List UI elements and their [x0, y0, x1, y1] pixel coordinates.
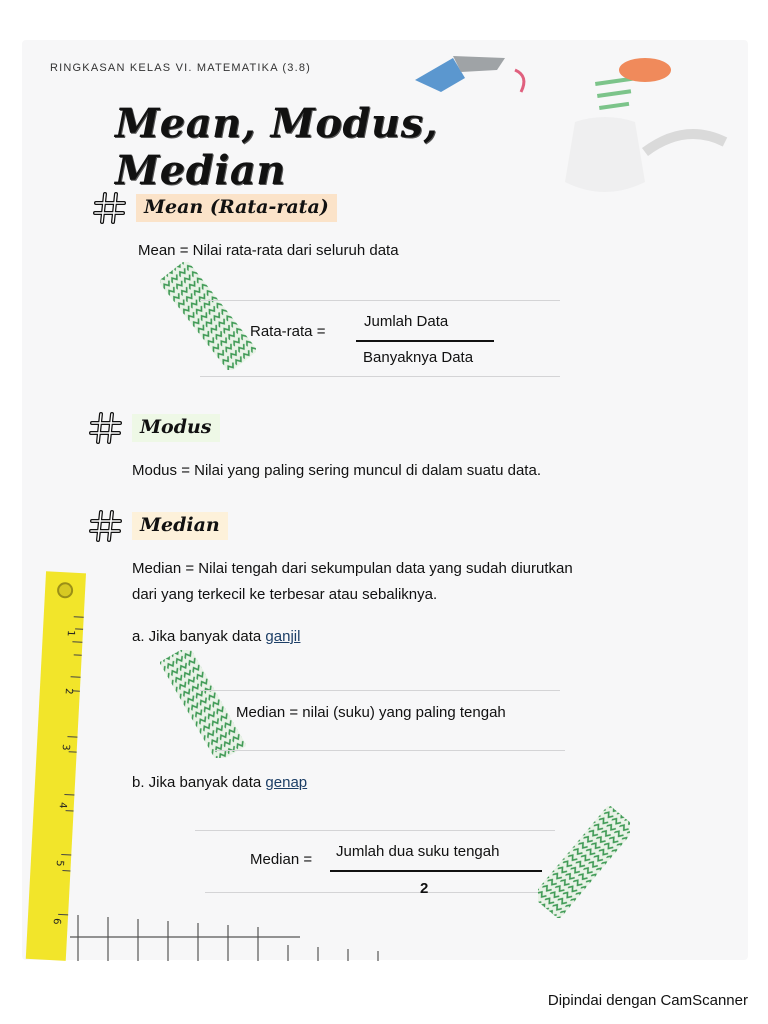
- ruler-number: 5: [53, 859, 65, 867]
- median-formula-even-denominator: 2: [420, 880, 429, 897]
- mean-definition: Mean = Nilai rata-rata dari seluruh data: [138, 242, 399, 259]
- camscanner-footer: Dipindai dengan CamScanner: [547, 992, 748, 1009]
- hashtag-icon: [88, 508, 124, 544]
- median-formula-even-lhs: Median =: [250, 851, 313, 868]
- mean-formula-denominator: Banyaknya Data: [363, 349, 474, 366]
- median-definition-line1: Median = Nilai tengah dari sekumpulan data yang sudah diurutkan: [132, 560, 573, 577]
- ruler-number: 4: [56, 801, 68, 809]
- guide-line: [200, 376, 560, 377]
- ruler-number: 1: [64, 629, 76, 637]
- median-formula-even-numerator: Jumlah dua suku tengah: [336, 843, 500, 860]
- mean-heading: [92, 190, 337, 226]
- mean-formula-lhs: Rata-rata =: [250, 323, 326, 340]
- ruler-number: 6: [50, 917, 62, 925]
- median-case-b: [132, 774, 307, 791]
- median-formula-odd: Median = nilai (suku) yang paling tengah: [236, 704, 506, 721]
- ruler-number: 2: [62, 687, 74, 695]
- mean-formula-numerator: Jumlah Data: [364, 313, 449, 330]
- mean-heading-label: Mean (Rata-rata): [136, 194, 337, 222]
- washi-tape-green: [160, 650, 246, 758]
- case-a-keyword: ganjil: [265, 628, 301, 645]
- modus-heading-label: Modus: [132, 414, 220, 442]
- median-definition-line2: dari yang terkecil ke terbesar atau sebaliknya.: [132, 586, 438, 603]
- ruler-decoration: [22, 566, 88, 962]
- page-title: Mean, Modus, Median: [115, 100, 439, 194]
- guide-line: [215, 750, 565, 751]
- median-case-a: [132, 628, 300, 645]
- washi-tape-green: [538, 806, 630, 918]
- guide-line: [205, 892, 555, 893]
- washi-tape-green: [160, 262, 256, 370]
- document-header: RINGKASAN KELAS VI. MATEMATIKA (3.8): [50, 62, 312, 74]
- median-heading: [88, 508, 228, 544]
- case-a-prefix: a. Jika banyak data: [132, 628, 266, 645]
- hashtag-icon: [88, 410, 124, 446]
- guide-line: [195, 830, 555, 831]
- median-heading-label: Median: [132, 512, 228, 540]
- ruler-number: 3: [59, 743, 71, 751]
- modus-definition: Modus = Nilai yang paling sering muncul di dalam suatu data.: [132, 462, 541, 479]
- fraction-bar: [330, 870, 542, 872]
- guide-line: [200, 690, 560, 691]
- guide-line: [200, 300, 560, 301]
- hashtag-icon: [92, 190, 128, 226]
- fraction-bar: [356, 340, 494, 342]
- case-b-prefix: b. Jika banyak data: [132, 774, 266, 791]
- grid-decoration: [60, 905, 460, 961]
- case-b-keyword: genap: [265, 774, 308, 791]
- modus-heading: [88, 410, 220, 446]
